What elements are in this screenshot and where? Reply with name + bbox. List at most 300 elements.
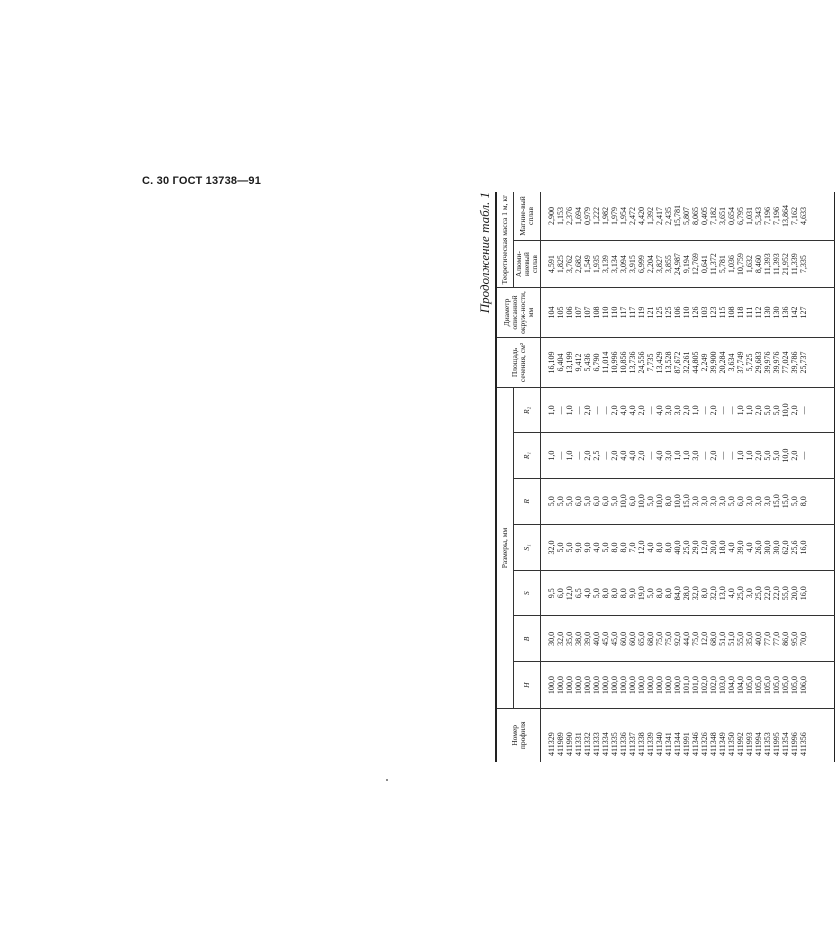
table-cell: 22,0 [772,586,781,601]
header-circle-diameter: Диаметр описанной окруж-ности, мм [496,288,541,337]
table-cell: 32,0 [556,631,565,646]
table-cell: 103,0 [718,676,727,695]
table-cell: 45,0 [601,631,610,646]
table-cell: 39,786 [790,351,799,374]
table-cell: 110 [601,306,610,319]
table-cell: 10,0 [655,494,664,509]
table-cell: 10,0 [637,494,646,509]
table-cell: 29,0 [691,540,700,555]
table-cell: 411329 [547,732,556,756]
table-cell: 105,0 [781,676,790,695]
table-cell: 9,5 [547,588,556,599]
table-cell: 7,182 [709,206,718,225]
table-cell: 7,196 [772,206,781,225]
table-cell: 10,0 [619,494,628,509]
table-cell: 1,982 [601,206,610,225]
table-cell: 7,0 [628,542,637,553]
table-cell: — [727,406,736,415]
table-cell: 4,0 [619,405,628,416]
table-cell: 10,0 [781,448,790,463]
table-cell: 3,134 [610,255,619,274]
table-cell: 0,641 [700,255,709,274]
table-cell: 40,0 [754,631,763,646]
table-cell: 35,0 [745,631,754,646]
table-cell: 5,0 [583,496,592,507]
table-cell: 142 [790,306,799,319]
table-cell: 6,0 [601,496,610,507]
table-cell: 100,0 [547,676,556,695]
column-profile-number [541,708,835,762]
table-cell: 2,472 [628,206,637,225]
table-cell: 5,0 [727,496,736,507]
table-cell: 4,0 [583,588,592,599]
table-cell: 4,0 [727,542,736,553]
table-cell: 16,109 [547,351,556,374]
table-cell: 25,0 [754,586,763,601]
table-cell: 411336 [619,732,628,756]
table-cell: 3,855 [664,255,673,274]
table-cell: 5,0 [601,542,610,553]
table-cell: 75,0 [691,631,700,646]
table-cell: 4,0 [745,542,754,553]
table-cell: 2,0 [637,405,646,416]
table-cell: 117 [628,306,637,319]
table-cell: 2,0 [709,405,718,416]
table-cell: 119 [637,306,646,319]
table-cell: 3,0 [763,496,772,507]
table-cell: 3,634 [727,353,736,372]
table-cell: 2,0 [754,405,763,416]
column-magnesium [541,192,835,240]
column-S1 [541,524,835,570]
table-cell: 87,672 [673,351,682,374]
table-cell: 13,864 [781,204,790,227]
table-cell: 84,0 [673,586,682,601]
table-cell: 9,412 [574,353,583,372]
table-cell: 411349 [718,732,727,756]
column-area [541,337,835,388]
header-profile-number: Номер профиля [496,708,541,762]
table-cell: 1,549 [583,255,592,274]
table-cell: 10,0 [673,494,682,509]
table-cell: 8,0 [610,542,619,553]
table-cell: 5,0 [772,450,781,461]
table-cell: 5,343 [754,206,763,225]
table-cell: 100,0 [637,676,646,695]
table-cell: 8,0 [601,588,610,599]
table-cell: 12,769 [691,253,700,276]
header-R1: R₁ [514,433,541,478]
table-cell: 411996 [790,732,799,756]
table-cell: 20,0 [709,540,718,555]
table-cell: 0,654 [727,206,736,225]
table-cell: 411331 [574,732,583,756]
table-cell: — [574,451,583,460]
table-cell: 411344 [673,732,682,756]
table-cell: 2,376 [565,206,574,225]
table-cell: — [718,451,727,460]
table-cell: 9,0 [574,542,583,553]
table-cell: 2,0 [790,450,799,461]
table-cell: 44,805 [691,351,700,374]
table-cell: 110 [610,306,619,319]
table-cell: 2,249 [700,353,709,372]
table-cell: 8,0 [664,542,673,553]
table-cell: 4,0 [655,450,664,461]
table-cell: 24,987 [673,253,682,276]
table-cell: 100,0 [556,676,565,695]
table-cell: 68,0 [709,631,718,646]
table-cell: — [556,406,565,415]
table-cell: 107 [574,306,583,319]
table-cell: — [574,406,583,415]
header-dimensions: Размеры, мм [496,388,514,708]
table-cell: 5,781 [718,255,727,274]
table-cell: — [799,451,808,460]
table-cell: 105,0 [772,676,781,695]
table-cell: 125 [655,306,664,319]
table-cell: — [700,451,709,460]
table-cell: 77,0 [763,631,772,646]
table-cell: 1,0 [682,450,691,461]
table-cell: 105,0 [754,676,763,695]
table-cell: 30,0 [547,631,556,646]
table-cell: 51,0 [727,631,736,646]
table-cell: — [799,406,808,415]
table-cell: 112 [754,306,763,319]
stray-dot [386,779,388,781]
table-cell: 44,0 [682,631,691,646]
table-cell: 5,0 [556,496,565,507]
table-cell: 411326 [700,732,709,756]
table-cell: 65,0 [637,631,646,646]
table-cell: 411340 [655,732,664,756]
table-cell: 127 [799,306,808,319]
table-cell: 5,0 [763,405,772,416]
table-cell: 100,0 [592,676,601,695]
table-cell: 104,0 [727,676,736,695]
table-cell: 13,0 [718,586,727,601]
table-cell: 6,790 [592,353,601,372]
table-cell: 136 [781,306,790,319]
table-cell: 3,0 [745,496,754,507]
table-cell: 3,762 [565,255,574,274]
header-S: S [514,571,541,616]
table-cell: 3,0 [664,405,673,416]
table-cell: 411346 [691,732,700,756]
table-cell: 6,999 [637,255,646,274]
table-cell: 1,0 [673,450,682,461]
table-cell: 1,0 [736,450,745,461]
table-cell: 30,0 [763,540,772,555]
table-cell: 8,460 [754,255,763,274]
table-cell: 100,0 [628,676,637,695]
table-cell: 70,0 [799,631,808,646]
table-cell: 2,0 [583,405,592,416]
column-circle-diameter [541,288,835,337]
table-cell: 3,915 [628,255,637,274]
column-aluminum [541,240,835,287]
table-cell: 102,0 [700,676,709,695]
table-cell: 11,393 [763,253,772,275]
table-cell: 25,737 [799,351,808,374]
column-R [541,478,835,524]
table-cell: 29,683 [754,351,763,374]
table-cell: 106 [673,306,682,319]
table-cell: 411334 [601,732,610,756]
table-cell: 3,0 [700,496,709,507]
table-cell: 2,0 [637,450,646,461]
table-cell: 4,591 [547,255,556,274]
table-cell: 24,556 [637,351,646,374]
table-cell: 105,0 [745,676,754,695]
table-cell: 26,0 [754,540,763,555]
table-cell: 106 [565,306,574,319]
table-cell: 39,0 [583,631,592,646]
table-cell: 22,0 [763,586,772,601]
table-cell: 411356 [799,732,808,756]
table-cell: 4,0 [628,405,637,416]
table-cell: 2,417 [655,206,664,225]
column-H [541,662,835,708]
header-R: R [514,478,541,524]
table-cell: — [556,451,565,460]
table-cell: 2,0 [754,450,763,461]
table-cell: 1,153 [556,206,565,225]
table-cell: 4,420 [637,206,646,225]
table-cell: 32,0 [709,586,718,601]
table-cell: 3,0 [709,496,718,507]
table-cell: 1,392 [646,206,655,225]
table-cell: 2,0 [709,450,718,461]
table-cell: 95,0 [790,631,799,646]
table-cell: 77,024 [781,351,790,374]
table-cell: 125 [664,306,673,319]
header-R2: R₂ [514,388,541,433]
table-cell: 86,0 [781,631,790,646]
table-cell: 411332 [583,732,592,756]
table-cell: 21,952 [781,253,790,276]
table-cell: 6,795 [736,206,745,225]
table-cell: 1,979 [610,206,619,225]
table-cell: 2,900 [547,206,556,225]
table-cell: — [646,451,655,460]
table-cell: 110 [682,306,691,319]
table-cell: 5,0 [565,496,574,507]
table-cell: 15,781 [673,204,682,227]
table-cell: 1,0 [736,405,745,416]
table-cell: 39,900 [709,351,718,374]
table-cell: 3,651 [718,206,727,225]
table-cell: 10,996 [610,351,619,374]
table-cell: 3,0 [691,496,700,507]
table-cell: 100,0 [583,676,592,695]
table-cell: 51,0 [718,631,727,646]
table-cell: 32,0 [691,586,700,601]
table-cell: 1,0 [691,405,700,416]
table-cell: 5,0 [772,405,781,416]
table-cell: 5,0 [646,496,655,507]
table-cell: 37,749 [736,351,745,374]
table-cell: 411989 [556,732,565,756]
table-cell: 6,0 [592,496,601,507]
table-cell: 13,736 [628,351,637,374]
table-cell: 16,0 [799,586,808,601]
table-cell: 75,0 [664,631,673,646]
table-cell: 11,372 [709,253,718,275]
table-cell: 8,0 [700,588,709,599]
table-cell: 10,856 [619,351,628,374]
table-cell: 55,0 [736,631,745,646]
table-cell: 2,435 [664,206,673,225]
table-cell: 15,0 [682,494,691,509]
table-cell: 9,0 [583,542,592,553]
continuation-caption: Продолжение табл. 1 [477,192,492,314]
table-cell: 45,0 [610,631,619,646]
table-cell: 1,954 [619,206,628,225]
table-cell: 9,0 [628,588,637,599]
table-cell: 3,0 [691,450,700,461]
table-cell: — [601,451,610,460]
table-cell: 11,393 [772,253,781,275]
table-cell: 0,405 [700,206,709,225]
table-cell: 5,0 [592,588,601,599]
table-cell: 5,0 [790,496,799,507]
table-cell: 411353 [763,732,772,756]
table-cell: 7,735 [646,353,655,372]
table-cell: 25,0 [736,586,745,601]
table-cell: 6,5 [574,588,583,599]
table-cell: 6,404 [556,353,565,372]
table-cell: 7,162 [790,206,799,225]
table-cell: 104,0 [736,676,745,695]
table-cell: 121 [646,306,655,319]
table-cell: 411992 [736,732,745,756]
table-cell: 3,094 [619,255,628,274]
column-R2 [541,388,835,433]
table-cell: 4,0 [592,542,601,553]
table-cell: 62,0 [781,540,790,555]
table-cell: — [718,406,727,415]
table-cell: 2,204 [646,255,655,274]
table-cell: 18,0 [718,540,727,555]
table-cell: 1,935 [592,255,601,274]
table-cell: 5,0 [547,496,556,507]
table-cell: 6,0 [574,496,583,507]
table-cell: 100,0 [673,676,682,695]
table-cell: 4,0 [727,588,736,599]
table-cell: 3,0 [754,496,763,507]
table-cell: 111 [745,306,754,319]
table-cell: 100,0 [664,676,673,695]
table-cell: 100,0 [655,676,664,695]
table-cell: 60,0 [628,631,637,646]
table-cell: 411995 [772,732,781,756]
table-cell: 40,0 [592,631,601,646]
table-cell: 8,0 [610,588,619,599]
table-cell: 15,0 [781,494,790,509]
table-cell: 5,436 [583,353,592,372]
table-cell: 5,0 [565,542,574,553]
table-cell: 411337 [628,732,637,756]
table-cell: 28,0 [682,586,691,601]
table-cell: 5,807 [682,206,691,225]
table-cell: 105,0 [763,676,772,695]
table-cell: 1,694 [574,206,583,225]
table-cell: 25,6 [790,540,799,555]
table-cell: 55,0 [781,586,790,601]
table-cell: — [646,406,655,415]
table-cell: 130 [772,306,781,319]
table-cell: 1,0 [565,405,574,416]
table-cell: 106,0 [799,676,808,695]
table-cell: 411993 [745,732,754,756]
column-S [541,571,835,616]
table-cell: — [727,451,736,460]
column-R1 [541,433,835,478]
table-cell: 1,825 [556,255,565,274]
table-cell: 411341 [664,732,673,756]
table-cell: 8,0 [619,588,628,599]
table-cell: 2,5 [592,450,601,461]
table-cell: 3,139 [601,255,610,274]
table-cell: 411348 [709,732,718,756]
page-header: С. 30 ГОСТ 13738—91 [142,175,262,187]
table-cell: 1,222 [592,206,601,225]
table-cell: 68,0 [646,631,655,646]
table-cell: 60,0 [619,631,628,646]
table-cell: 30,0 [772,540,781,555]
table-cell: 39,976 [772,351,781,374]
table-cell: 411990 [565,732,574,756]
table-cell: 40,0 [673,540,682,555]
table-cell: 1,0 [547,405,556,416]
table-cell: 12,0 [637,540,646,555]
table-cell: 13,199 [565,351,574,374]
table-cell: 6,0 [736,496,745,507]
table-cell: 2,0 [790,405,799,416]
table-cell: 1,036 [727,255,736,274]
table-cell: 126 [691,306,700,319]
table-cell: 101,0 [691,676,700,695]
table-cell: 411338 [637,732,646,756]
table-cell: 100,0 [601,676,610,695]
table-cell: 39,0 [736,540,745,555]
table-cell: 39,976 [763,351,772,374]
table-cell: 92,0 [673,631,682,646]
table-cell: 100,0 [565,676,574,695]
table-cell: 6,0 [628,496,637,507]
table-cell: 100,0 [574,676,583,695]
table-cell: 115 [718,306,727,319]
table-cell: 10,759 [736,253,745,276]
table-cell: 10,0 [781,403,790,418]
header-S1: S₁ [514,524,541,570]
table-cell: 1,0 [547,450,556,461]
table-cell: 3,0 [664,450,673,461]
table-cell: 108 [727,306,736,319]
table-cell: 3,0 [673,405,682,416]
table-cell: 12,0 [565,586,574,601]
table-cell: 12,0 [700,540,709,555]
table-cell: 15,0 [772,494,781,509]
table-cell: 7,335 [799,255,808,274]
table-cell: 32,261 [682,351,691,374]
table-cell: 4,0 [619,450,628,461]
table-cell: — [700,406,709,415]
table-cell: 77,0 [772,631,781,646]
table-cell: 38,0 [574,631,583,646]
